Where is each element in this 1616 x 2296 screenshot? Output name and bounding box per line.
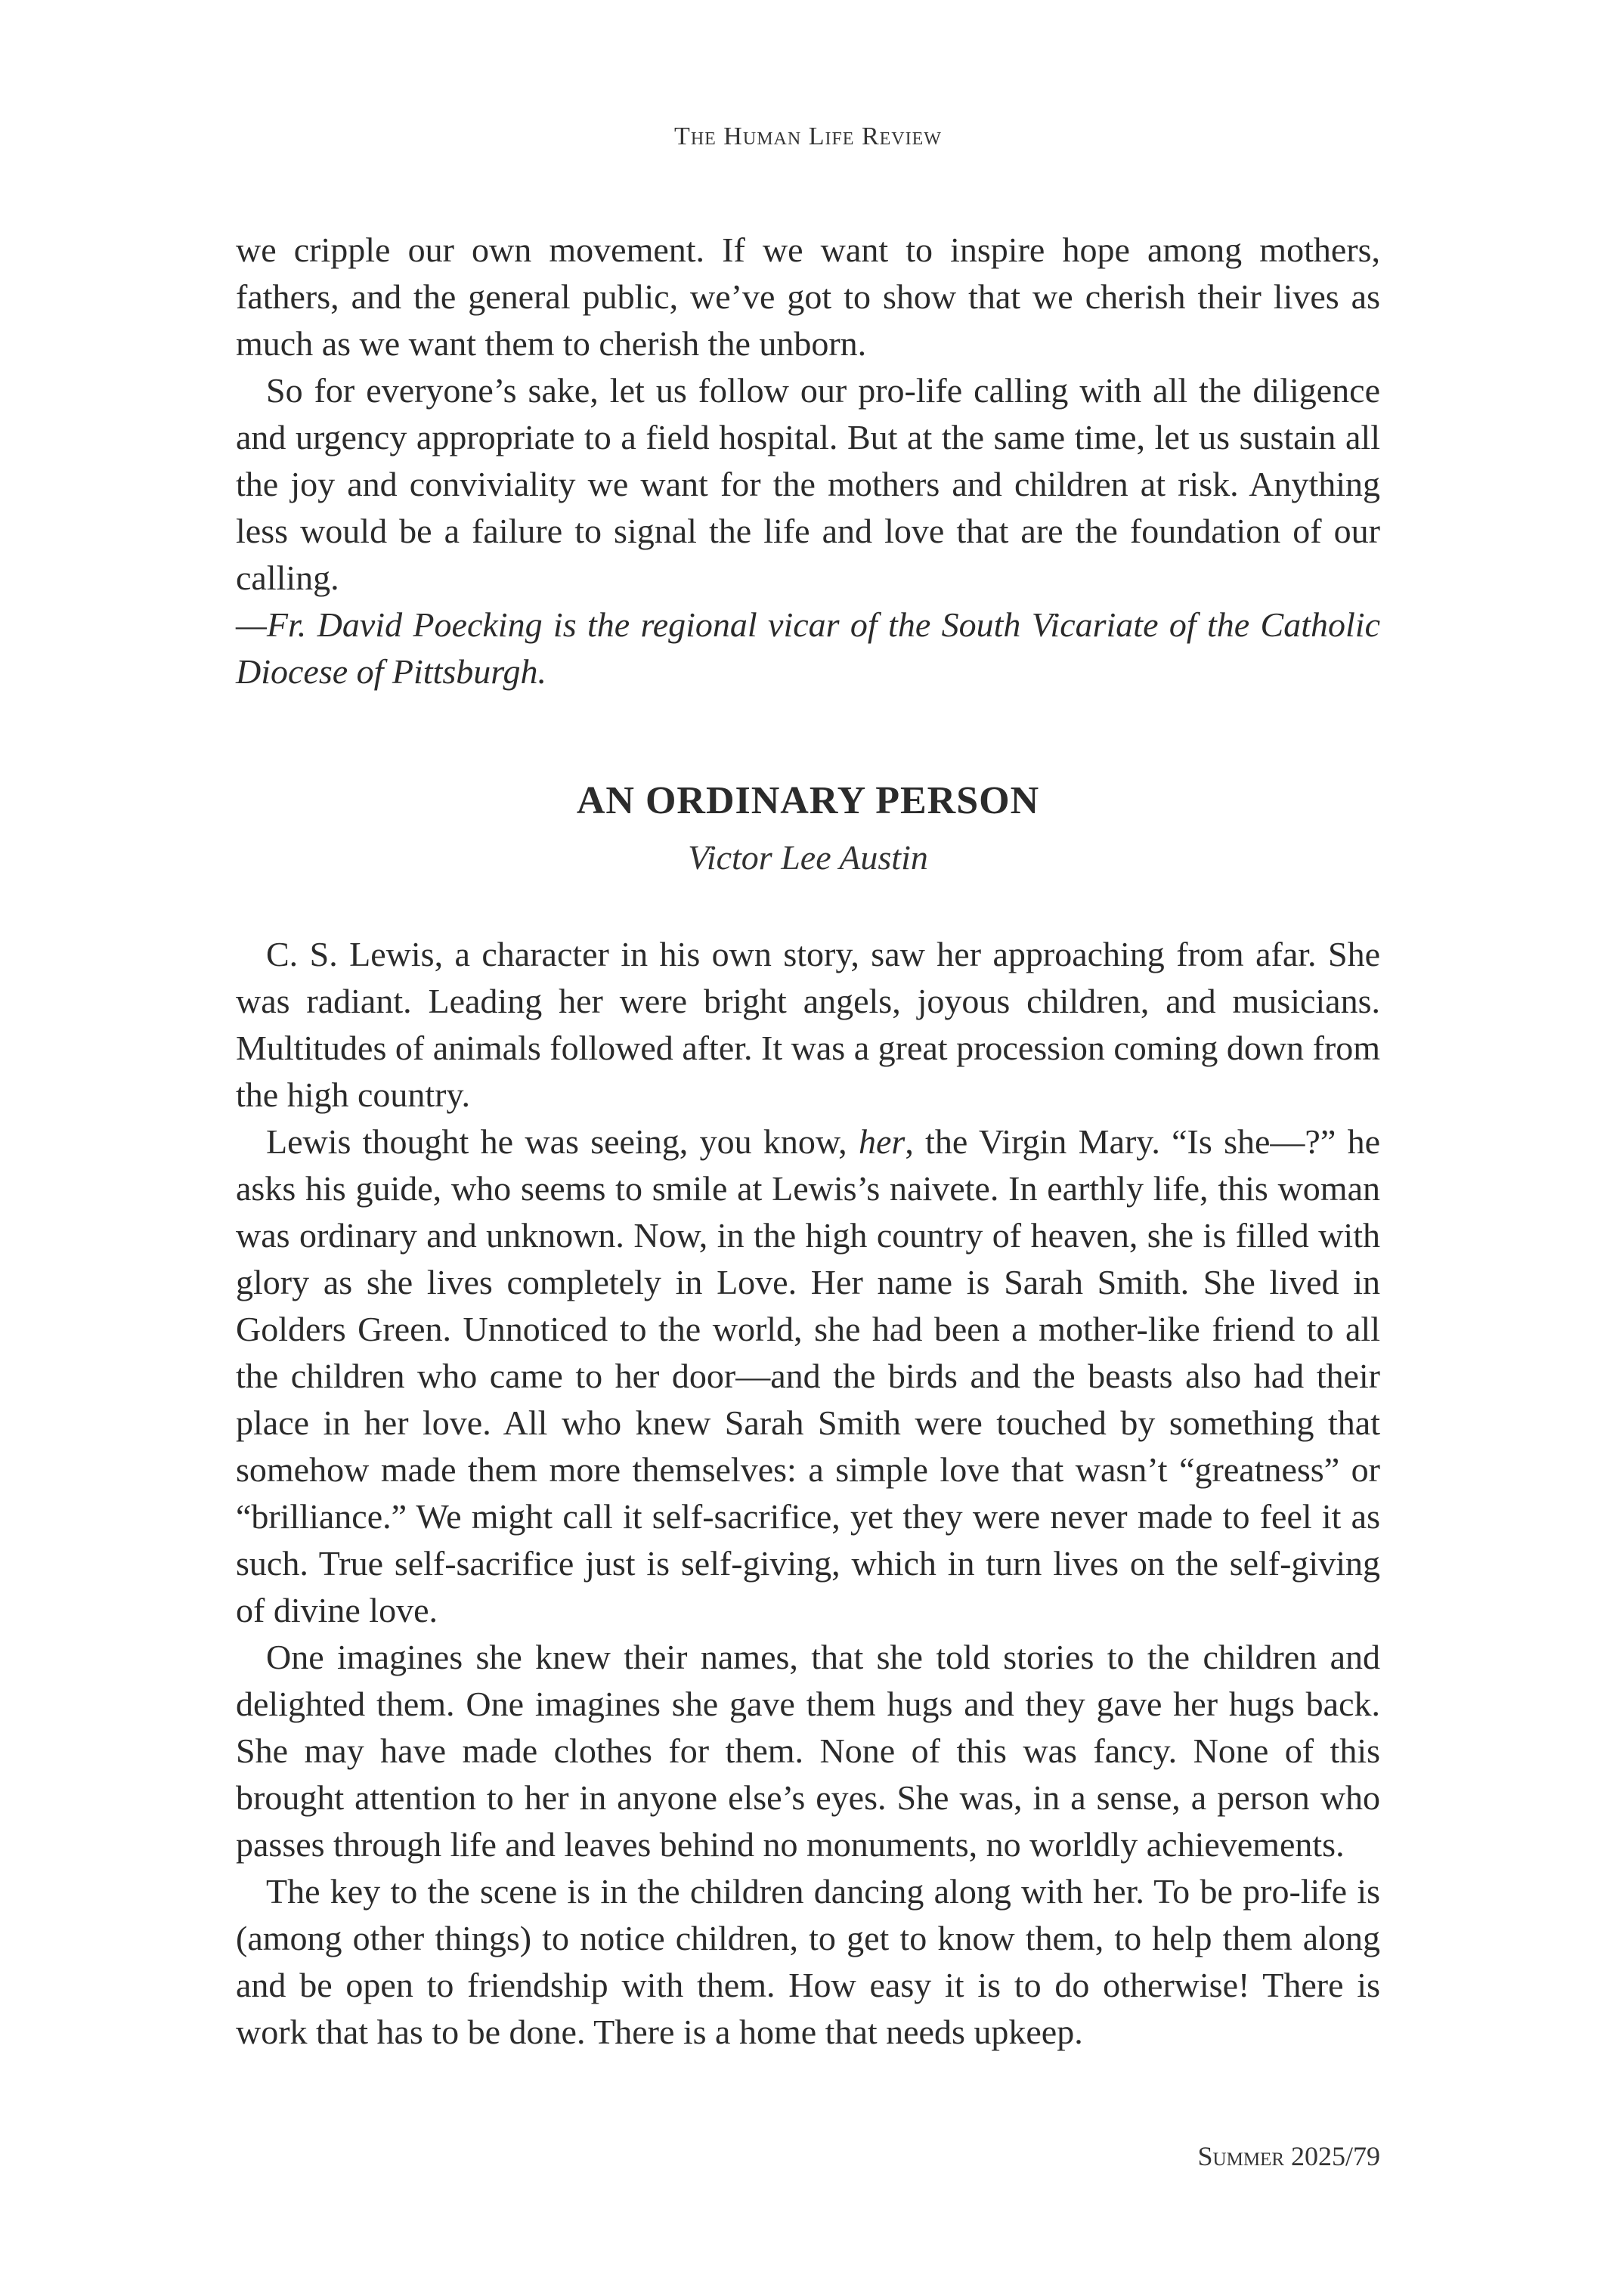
paragraph: One imagines she knew their names, that she told stories to the children and delighted them. One imagines she gave them hugs and they gave her hugs back. She may have made clothes for them. None of this was fancy. None of this brought attention to her in anyone else’s eyes. She was, in a sense, a person who passes through life and leaves behind no monuments, no worldly achievements. [236,1638,1380,1864]
paragraph: The key to the scene is in the children dancing along with her. To be pro-life is (among other things) to notice children, to get to know them, to help them along and be open to friendship with them. How easy it is to do otherwise! There is work that has to be done. There is a home that needs upkeep. [236,1872,1380,2051]
article-body [236,931,1380,2056]
paragraph: C. S. Lewis, a character in his own story, saw her approaching from afar. She was radiant. Leading her were bright angels, joyous children, and musicians. Multitudes of animals followed after. It was a great procession coming down from the high country. [236,935,1380,1114]
closing-section [236,227,1380,695]
paragraph [236,1119,1380,1634]
author-bio: —Fr. David Poecking is the regional vicar of the South Vicariate of the Catholic Diocese of Pittsburgh. [236,605,1380,691]
paragraph-after-emphasis: , the Virgin Mary. “Is she—?” [905,1122,1348,1161]
paragraph-lead: Lewis thought he was seeing, you know, [266,1122,859,1161]
running-head: The Human Life Review [674,122,942,150]
article-author: Victor Lee Austin [688,838,928,877]
page-folio: Summer 2025/79 [1197,2141,1380,2171]
emphasis: her [858,1122,906,1161]
article-title: AN ORDINARY PERSON [576,779,1040,822]
paragraph: So for everyone’s sake, let us follow our pro-life calling with all the diligence and urgency appropriate to a field hospital. But at the same time, let us sustain all the joy and conviviality we want for the mothers and children at risk. Anything less would be a failure to signal the life and love that are the foundation of our calling. [236,371,1380,597]
paragraph: we cripple our own movement. If we want to inspire hope among mothers, fathers, and the general public, we’ve got to show that we cherish their lives as much as we want them to cherish the unborn. [236,231,1380,363]
paragraph-rest: he asks his guide, who seems to smile at Lewis’s naivete. In earthly life, this woman was ordinary and unknown. Now, in the high country of heaven, she is filled with glory as she lives completely in Love. Her name is Sarah Smith. She lived in Golders Green. Unnoticed to the world, she had been a mother-like friend to all the children who came to her door—and the birds and the beasts also had their place in her love. All who knew Sarah Smith were touched by something that somehow made them more themselves: a simple love that wasn’t “greatness” or “brilliance.” We might call it self-sacrifice, yet they were never made to feel it as such. True self-sacrifice just is self-giving, which in turn lives on the self-giving of divine love. [236,1122,1381,1629]
